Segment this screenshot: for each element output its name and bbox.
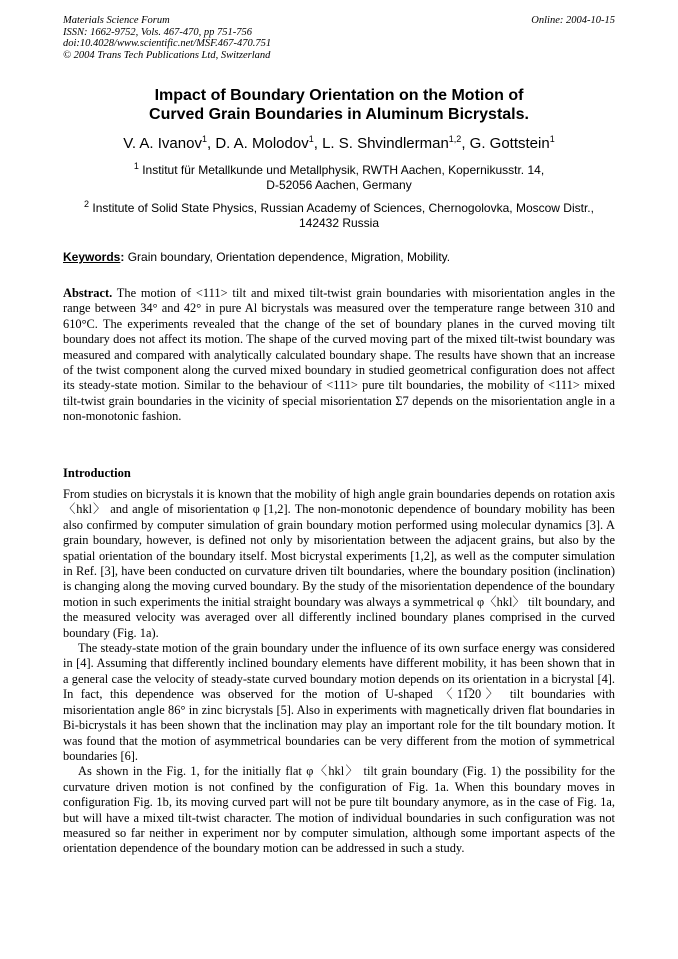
affiliation-line: 142432 Russia (298, 216, 380, 230)
affiliation-2 (63, 201, 615, 231)
section-heading-introduction: Introduction (63, 466, 131, 480)
abstract (63, 286, 615, 425)
affiliation-mark: 2 (84, 199, 90, 209)
introduction-paragraph-2: The steady-state motion of the grain boundary under the influence of its own surface energy was considered in [4]. Assuming that differently inclined boundary elements have different mobility, it has been shown that in a general case the velocity of steady-state curved boundary motion depends on its orientation in a bicrystal [4]. In fact, this dependence was observed for the motion of U-shaped 〈11̅20〉 tilt boundaries with misorientation angle 86° in zinc bicrystals [5]. Also in experiments with magnetically driven flat boundaries in Bi-bicrystals it has been shown that the inclination may play an important role for the tilt boundary motion. It was found that the motion of asymmetrical boundaries can be very different from the motion of symmetrical boundaries [6]. (63, 641, 615, 763)
paper-title-line-2: Curved Grain Boundaries in Aluminum Bicrystals. (149, 106, 529, 123)
author-list (63, 135, 615, 153)
journal-header (63, 15, 615, 61)
affiliation-line: D-52056 Aachen, Germany (266, 178, 412, 192)
affiliation-mark: 1 (133, 161, 139, 171)
introduction-body (63, 487, 615, 857)
author-affiliation-mark: 1 (201, 134, 207, 144)
abstract-text: The motion of <111> tilt and mixed tilt-twist grain boundaries with misorientation angles in the range between 34° and 42° in pure Al bicrystals was measured over the temperature range between 310 and 610°C. The experiments revealed that the change of the set of boundary planes in the curved moving tilt boundary does not affect its motion. The shape of the curved moving part of the mixed tilt-twist boundary was measured and compared with analytically calculated boundary shape. The results have shown that an increase of the twist component along the curved mixed boundary in studied geometrical configuration does not affect its steady-state motion. Similar to the behaviour of <111> pure tilt boundaries, the mobility of <111> mixed tilt-twist grain boundaries in the vicinity of special misorientation Σ7 depends on the misorientation angle in a non-monotonic fashion. (63, 286, 615, 424)
author-name: L. S. Shvindlerman (322, 135, 449, 152)
affiliation-1 (63, 163, 615, 193)
author-affiliation-mark: 1,2 (448, 134, 462, 144)
author-affiliation-mark: 1 (549, 134, 555, 144)
author-separator: , (206, 135, 216, 152)
author-affiliation-mark: 1 (308, 134, 314, 144)
introduction-paragraph-3: As shown in the Fig. 1, for the initially flat φ〈hkl〉 tilt grain boundary (Fig. 1) the possibility for the curvature driven motion is not confined by the configuration of Fig. 1a. When this boundary moves in configuration Fig. 1b, its moving curved part will not be pure tilt boundary anymore, as in the case of Fig. 1a, but will have a mixed tilt-twist character. The motion of individual boundaries in such configuration was not measured so far neither in experiment nor by computer simulation, although some important aspects of the orientation dependence of the boundary motion can be addressed in such a study. (63, 764, 615, 856)
keywords-label: Keywords (63, 250, 121, 264)
author-name: V. A. Ivanov (123, 135, 202, 152)
journal-issn: ISSN: 1662-9752, Vols. 467-470, pp 751-756 (63, 26, 252, 38)
paper-title-line-1: Impact of Boundary Orientation on the Motion of (154, 87, 524, 104)
keywords-text: Grain boundary, Orientation dependence, Migration, Mobility. (124, 250, 451, 264)
journal-copyright: © 2004 Trans Tech Publications Ltd, Switzerland (63, 49, 271, 61)
paper-title (63, 86, 615, 124)
author-name: G. Gottstein (469, 135, 550, 152)
affiliation-line: Institute of Solid State Physics, Russian Academy of Sciences, Chernogolovka, Moscow Distr., (92, 201, 594, 215)
keywords (63, 250, 615, 265)
online-date: Online: 2004-10-15 (531, 15, 615, 26)
journal-name: Materials Science Forum (63, 15, 170, 26)
introduction-paragraph-1: From studies on bicrystals it is known that the mobility of high angle grain boundaries depends on rotation axis 〈hkl〉 and angle of misorientation φ [1,2]. The non-monotonic dependence of boundary mobility has been also confirmed by computer simulation of grain boundary motion performed using molecular dynamics [3]. A grain boundary, however, is defined not only by misorientation between the adjacent grains, but also by the spatial orientation of the boundary itself. Most bicrystal experiments [1,2], as well as the computer simulation in Ref. [3], have been conducted on curvature driven tilt boundaries, where the boundary position (inclination) is changing along the moving curved boundary. By the study of the misorientation dependence of the boundary motion in such experiments the initial straight boundary was always a symmetrical φ〈hkl〉 tilt boundary, and the measured velocity was averaged over all differently inclined boundary planes comprised in the curved boundary (Fig. 1a). (63, 487, 615, 640)
author-separator: , (461, 135, 470, 152)
abstract-label: Abstract. (63, 286, 113, 300)
journal-doi[interactable]: doi:10.4028/www.scientific.net/MSF.467-470.751 (63, 38, 272, 49)
affiliation-line: Institut für Metallkunde und Metallphysik, RWTH Aachen, Kopernikusstr. 14, (142, 163, 545, 177)
author-separator: , (313, 135, 323, 152)
keywords-colon: : (120, 250, 125, 264)
author-name: D. A. Molodov (215, 135, 309, 152)
